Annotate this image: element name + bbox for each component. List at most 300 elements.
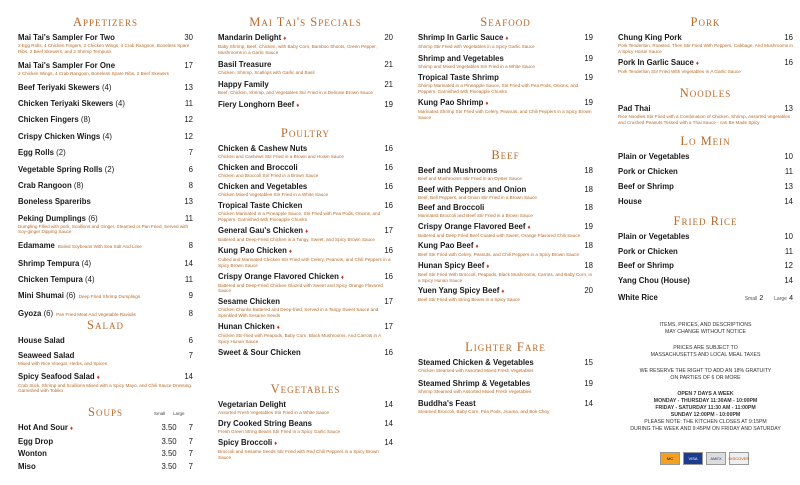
menu-item-row [418,33,593,44]
menu-item-name [618,58,699,69]
menu-item-row [218,226,393,237]
menu-item-name [218,246,292,257]
menu-item-name [418,222,531,233]
item-name-text: Gyoza [18,308,42,318]
menu-item [218,246,393,268]
menu-item [218,226,393,243]
menu-item-row [218,246,393,257]
menu-item-name [218,163,298,173]
amex-icon: AMEX [706,452,726,465]
item-price: 18 [584,166,593,175]
note-line6: ON PARTIES OF 6 OR MORE [670,375,741,381]
notes-block [618,322,793,433]
section-title-soups: Soups [88,405,123,419]
visa-icon: VISA [683,452,703,465]
item-price: 15 [584,358,593,367]
menu-item [18,99,193,109]
item-name-text: Dry Cooked String Beans [218,419,313,429]
menu-item-name [18,99,125,109]
menu-item-row [418,286,593,297]
menu-item-row [418,203,593,213]
menu-item-row [418,54,593,64]
chili-pepper-icon: ♦ [340,274,344,281]
item-price: 19 [584,378,593,388]
item-price: 7 [188,351,193,360]
item-price: 13 [184,82,193,92]
menu-item-row [418,379,593,389]
menu-item-row [218,348,393,358]
menu-item-name [418,166,497,176]
chili-pepper-icon: ♦ [274,441,278,448]
menu-item-name [618,33,682,43]
menu-item [418,33,593,50]
discover-icon: DISCOVER [729,452,749,465]
menu-item [18,275,193,285]
menu-item-name [18,61,115,71]
salad-section [18,318,193,399]
item-qty: (4) [81,258,92,268]
menu-item-name [218,348,301,358]
item-description: Chicken and Broccoli Stir Fried in a Brown Sauce [218,173,319,179]
menu-item-name [18,336,65,346]
item-name-text: Hunan Spicy Beef [418,260,485,270]
item-description: Battered and Deep-Fried Chicken Glazed with Sweet and Spicy Orange Flavored Sauce [218,282,383,294]
menu-item-name [18,148,66,158]
item-name-text: Crispy Orange Flavored Chicken [218,271,339,281]
item-name-text: Plain or Vegetables [618,152,690,161]
menu-item-name [218,438,277,449]
menu-item [618,33,793,54]
item-name-text: Crispy Orange Flavored Beef [418,221,526,231]
menu-item [218,100,393,111]
item-price: 14 [384,400,393,409]
menu-item-row [18,372,193,383]
menu-item-row [618,182,793,192]
menu-item-row [218,144,393,154]
menu-item-row [218,163,393,173]
menu-item-name [18,351,74,361]
item-price: 19 [584,53,593,63]
item-price: 11 [184,213,193,223]
chili-pepper-icon: ♦ [475,244,479,251]
item-name-text: Crispy Chicken Wings [18,131,101,141]
item-name-text: Sweet & Sour Chicken [218,347,301,357]
item-description: Crab Stick, Shrimp and Scallions Mixed with a Spicy Mayo, and Chili Sauce Dressing. Garnished with Tobiko [18,382,193,394]
menu-item-row [618,58,793,69]
item-prices [161,462,193,472]
item-price: 20 [384,33,393,42]
item-price: 12 [184,115,193,125]
menu-item [618,167,793,177]
hours-weekday: MONDAY - THURSDAY 11:30AM - 10:00PM [653,398,758,404]
menu-item [618,247,793,257]
open-days: OPEN 7 DAYS A WEEK [677,391,734,397]
item-name-text: Shrimp and Vegetables [418,53,504,63]
menu-item-row [418,73,593,83]
menu-item-name [18,259,91,269]
section-title-seafood: Seafood [480,15,531,29]
menu-item-row [618,247,793,257]
menu-item-name [18,165,114,175]
item-qty: (8) [73,180,84,190]
menu-item-row [218,80,393,90]
item-price: 16 [384,182,393,192]
item-price: 17 [384,297,393,307]
item-description: Mixed with Rice Vinegar, Herbs, and Spices [18,361,108,366]
item-name-text: House [618,197,642,206]
item-qty: (8) [80,115,91,125]
note-line4: MASSACHUSETTS AND LOCAL MEAL TAXES [650,352,761,358]
menu-item [618,276,793,286]
item-name-text: Beef or Shrimp [618,182,674,191]
item-price: 16 [384,144,393,153]
item-name-text: Beef and Mushrooms [418,166,498,175]
item-qty: (4) [101,82,112,92]
menu-item-name [218,60,271,70]
item-description: Dumpling Filled with pork, Scallions and Ginger, Steamed or Pan Fried, Served with Soy-ginger Dipping Sauce [18,223,189,235]
menu-item-row [618,197,793,207]
menu-item-row [618,276,793,286]
menu-item-row [618,152,793,162]
menu-item-name [618,247,678,257]
item-description: Beef and Mushrooms Stir Fried in an Oyster Sauce [418,176,522,181]
poultry-section [218,126,393,361]
menu-item-name [18,33,115,43]
menu-item-row [218,419,393,429]
item-name-text: Pad Thai [618,104,651,113]
seafood-section [418,15,593,125]
menu-item-name [618,261,674,271]
item-description: Beef, Chicken, Shrimp, and Vegetables Stir Fried in a Delicate Brown Sauce [218,89,373,95]
menu-item [218,182,393,198]
item-name-text: Tropical Taste Chicken [218,201,303,211]
item-price: 11 [784,167,793,176]
menu-item-row [18,437,193,447]
menu-item-row [18,423,193,434]
item-name-text: Crab Rangoon [18,180,72,190]
menu-item [18,351,193,367]
item-name-text: Pork or Chicken [618,167,678,176]
item-price: 6 [188,336,193,345]
payment-cards [660,452,749,465]
item-name-text: Tropical Taste Shrimp [418,73,499,83]
menu-item-name [618,232,690,242]
menu-item-row [218,201,393,211]
menu-item-row [218,33,393,44]
menu-item-row [218,182,393,192]
hours-sunday: SUNDAY 12:00PM - 10:00PM [670,412,741,418]
menu-item [418,185,593,201]
item-description: Shrimp Steamed with Assorted Mixed Fresh Vegetables [418,388,532,394]
menu-item-name [218,201,302,211]
menu-item-row [418,261,593,272]
item-description: Chicken, Shrimp, Scallops with Garlic and Basil [218,69,315,75]
item-description: Broccoli and Sesame Seeds Stir Fried with Red Chili Peppers in a Spicy Brown Sauce [218,449,379,460]
item-name-text: Miso [18,461,36,471]
item-price: 14 [384,438,393,448]
menu-item-name [18,437,53,447]
menu-item [18,181,193,191]
item-description: Chicken Chunks Battered and Deep-fried, Served in a Tangy Sweet Sauce and Sprinkled With Sesame Seeds [218,307,379,319]
item-name-text: Pork In Garlic Sauce [618,57,694,67]
menu-item [18,241,193,252]
item-name-text: Vegetarian Delight [218,400,287,409]
menu-item [18,165,193,175]
item-name-text: Edamame [18,241,55,251]
item-description: Rice Noodles Stir Fried with a Combination of Chicken, Shrimp, Assorted Vegetables and Crushed Peanuts Tossed with a Thai Sauce - can Be Made Spicy [618,114,791,125]
chili-pepper-icon: ♦ [296,102,300,109]
section-title-specials: Mai Tai's Specials [249,15,362,29]
item-prices [161,449,193,459]
menu-item [18,423,193,434]
item-description: Shrimp Stir Fried with Vegetables in a Spicy Garlic Sauce [418,44,535,49]
item-description: Beef Stir Fried with Celery, Peanuts, and Chili Peppers in a Spicy Brown Sauce [418,252,580,258]
soup-small-label: Small [154,411,166,416]
item-name-text: Chicken and Broccoli [218,163,298,173]
item-name-text: Spicy Broccoli [218,438,273,448]
item-description: Pork Tenderloin, Roasted, Then Stir Fried With Peppers, Cabbage, And Mushrooms in A Spicy Hoisin Sauce [618,43,793,54]
menu-item [218,60,393,76]
item-name-text: Kung Pao Beef [418,241,474,251]
item-name-text: Vegetable Spring Rolls [18,164,103,174]
note-line5: WE RESERVE THE RIGHT TO ADD AN 18% GRATUITY [639,368,772,374]
item-name-text: Sesame Chicken [218,297,280,307]
item-price: 17 [384,225,393,235]
item-price: 8 [188,241,193,251]
item-price: 10 [784,152,793,161]
chili-pepper-icon: ♦ [505,36,509,42]
item-name-text: Shrimp In Garlic Sauce [418,33,504,42]
kitchen-note2: DURING THE WEEK AND 9:45PM ON FRIDAY AND SATURDAY [630,426,781,432]
menu-item-row [418,358,593,368]
menu-item-name [18,197,91,207]
menu-item [418,98,593,120]
chili-pepper-icon: ♦ [288,249,292,256]
item-name-text: General Gau's Chicken [218,225,304,235]
item-qty: (6) [88,213,98,223]
item-price: 18 [584,260,593,270]
menu-item [418,203,593,219]
item-name-text: Chicken and Vegetables [218,182,308,192]
menu-item-name [18,372,100,383]
menu-item-name [18,181,83,191]
item-price: 19 [384,99,393,109]
menu-item-row [418,222,593,233]
menu-item-name [218,297,280,307]
menu-item [18,437,193,447]
menu-item-name [218,419,312,429]
item-inline-description: Deep Fried Shrimp Dumplings [78,294,141,300]
item-price: 12 [184,131,193,141]
item-price: 16 [384,271,393,281]
section-title-beef: Beef [491,148,520,162]
item-description: Chicken Mixed Vegetables Stir Fried in a White Sauce [218,192,329,198]
chili-pepper-icon: ♦ [486,263,490,270]
chili-pepper-icon: ♦ [305,228,309,235]
item-qty: (4) [115,98,125,108]
item-price: 10 [784,232,793,241]
section-title-lighter: Lighter Fare [465,340,546,354]
menu-item-name [218,33,286,44]
note-line1: ITEMS, PRICES, AND DESCRIPTIONS [659,322,752,328]
item-description: Beef, Bell Peppers, and Onion Stir Fried in a Brown Sauce [418,194,537,200]
item-description: Cubed and Marinated Chicken Stir Fried with Celery, Peanuts, and Chili Peppers in a Spicy Brown Sauce [218,257,391,268]
menu-item [18,148,193,158]
item-price: 16 [384,163,393,173]
item-price: 7 [188,148,193,158]
menu-item [618,104,793,125]
item-price-small: 3.50 [161,449,177,459]
item-price: 16 [784,33,793,42]
section-title-noodles: Noodles [679,86,732,100]
item-price-small: 3.50 [161,461,177,471]
item-name-text: Boneless Spareribs [18,197,91,207]
menu-item [18,214,193,235]
vegetables-section [218,382,393,464]
item-price: 18 [584,184,593,194]
item-name-text: Fiery Longhorn Beef [218,99,295,109]
item-name-text: Chung King Pork [618,33,682,42]
item-qty: (4) [85,275,95,285]
item-name-text: Beef or Shrimp [618,261,674,270]
menu-item-name [218,80,269,90]
section-title-vegetables: Vegetables [270,382,341,396]
menu-item [18,61,193,77]
item-prices [161,437,193,447]
section-title-friedrice: Fried Rice [673,214,738,228]
item-price: 18 [584,203,593,213]
item-price: 14 [184,371,193,381]
menu-item-name [618,197,642,207]
menu-item-name [618,182,674,192]
menu-item [18,115,193,125]
menu-item [18,33,193,54]
item-description: Pork Tenderloin Stir Fried With Vegetables In A Garlic Sauce [618,68,741,74]
menu-item [18,336,193,346]
section-title-pork: Pork [690,15,721,29]
item-description: Fresh Green String Beans Stir Fried in a Spicy Garlic Sauce [218,429,341,435]
menu-item-name [218,322,280,333]
item-price: 16 [384,246,393,256]
chili-pepper-icon: ♦ [527,224,531,231]
menu-item-name [418,399,476,409]
item-price: 11 [184,275,193,285]
menu-item [418,286,593,303]
menu-item-name [18,449,47,459]
item-name-text: Pork or Chicken [618,246,678,256]
item-name-text: Hunan Chicken [218,322,275,332]
menu-item-name [418,54,504,64]
item-price-large: 7 [188,436,193,446]
menu-item-row [18,336,193,346]
menu-item [218,348,393,358]
item-description: Beef Stir Fried with String Beans in a Spicy Sauce [418,297,520,303]
item-description: Assorted Fresh Vegetables Stir Fried in a White Sauce [218,410,330,415]
item-qty: (6) [66,291,76,301]
item-price: 8 [188,308,193,318]
menu-item [218,272,393,294]
menu-item-name [418,185,526,195]
menu-item-row [18,148,193,158]
item-name-text: Egg Drop [18,436,54,446]
item-name-text: Seaweed Salad [18,351,75,360]
white-rice-small-label: Small [744,296,758,302]
item-name-text: Plain or Vegetables [618,232,690,241]
menu-item [218,322,393,344]
section-title-appetizers: Appetizers [72,15,139,29]
white-rice-name: White Rice [618,293,658,302]
item-name-text: Steamed Shrimp & Vegetables [418,378,531,388]
menu-item [18,132,193,142]
item-name-text: Yang Chou (House) [618,275,690,285]
item-price: 14 [784,275,793,285]
menu-item [218,201,393,222]
item-price: 13 [784,104,793,113]
item-name-text: Buddha's Feast [418,399,476,409]
item-price: 19 [584,33,593,42]
menu-item [618,58,793,75]
menu-item [418,358,593,374]
menu-item [218,163,393,179]
menu-item-name [18,462,36,472]
section-title-poultry: Poultry [280,126,331,140]
item-description: Beef Stir Fried With Broccoli, Peapods, Black Mushrooms, Carrots, and Baby Corn, in a Spicy Hunan Sauce [418,271,593,283]
item-name-text: Beef and Broccoli [418,203,485,213]
menu-item [18,372,193,394]
menu-item [218,297,393,318]
lomein-section [618,134,793,212]
item-name-text: Chicken Fingers [18,115,79,125]
menu-item-row [618,261,793,271]
menu-item [618,182,793,192]
menu-item [418,73,593,94]
menu-item-name [218,144,307,154]
item-price: 14 [784,197,793,206]
item-price: 16 [784,57,793,67]
item-price: 11 [784,246,793,256]
item-name-text: Kung Pao Chicken [218,246,287,256]
beef-section [418,148,593,306]
item-price: 21 [384,79,393,89]
menu-item-name [618,152,690,162]
menu-item-row [18,275,193,285]
item-description: Shrimp Marinated in a Pineapple Sauce, Stir Fried with Pea Pods, Onions, and Peppers. Garnished with Pineapple Chunks [418,83,579,94]
item-price: 6 [188,164,193,174]
item-price: 16 [384,347,393,357]
menu-item-name [18,83,111,93]
section-title-salad: Salad [87,318,124,332]
item-qty: (4) [102,131,112,141]
menu-item-row [218,100,393,111]
menu-item-name [418,73,499,83]
item-price-small: 3.50 [161,436,177,446]
section-title-lomein: Lo Mein [680,134,731,148]
menu-item [18,291,193,302]
lighter-section [418,340,593,420]
menu-item [418,241,593,258]
item-name-text: Happy Family [218,79,269,89]
item-price: 14 [184,258,193,268]
item-name-text: Basil Treasure [218,59,272,69]
menu-item-name [418,203,484,213]
chili-pepper-icon: ♦ [695,60,699,67]
item-price: 14 [384,419,393,429]
menu-item-row [18,241,193,252]
menu-item-row [18,181,193,191]
menu-item-row [418,98,593,109]
item-price: 19 [584,98,593,108]
specials-section [218,15,393,115]
